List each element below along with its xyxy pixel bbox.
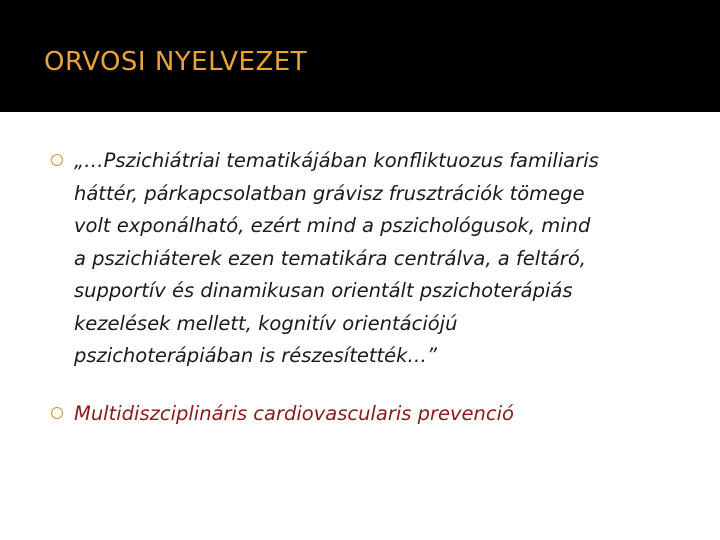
title-bar [0, 0, 720, 112]
bullet-prevention [50, 398, 690, 431]
circle-bullet-icon [51, 154, 63, 166]
circle-bullet-icon [51, 407, 63, 419]
bullet-list [50, 145, 690, 430]
bullet-text: Multidiszciplináris cardiovascularis prevenció [74, 401, 514, 425]
bullet-text: „…Pszichiátriai tematikájában konfliktuozus familiaris háttér, párkapcsolatban grávisz frusztrációk tömege volt exponálható, ezért mind a pszichológusok, mind a pszichiáterek ezen tematikára centrálva, a feltáró, supportív és dinamikusan orientált pszichoterápiás kezelések mellett, kognitív orientációjú pszichoterápiában is részesítették…” [74, 149, 599, 367]
bullet-quote [50, 145, 690, 373]
slide-title: ORVOSI NYELVEZET [44, 47, 308, 77]
